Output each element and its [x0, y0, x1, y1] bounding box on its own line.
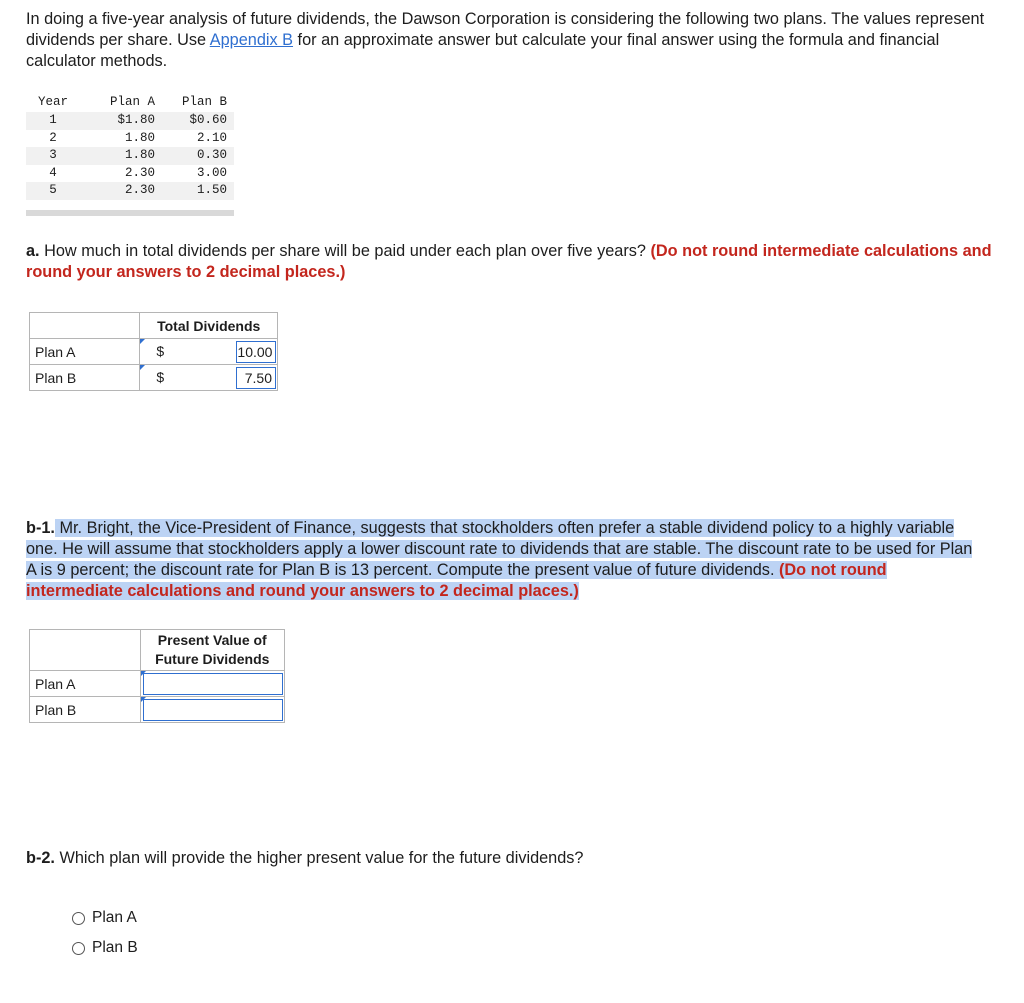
table-row: [30, 339, 278, 365]
part-b1-label: b-1.: [26, 519, 55, 537]
table-row: [26, 165, 234, 183]
year-cell: 3: [49, 148, 57, 162]
plan-b-label: Plan B: [30, 697, 141, 723]
intro-paragraph: [26, 9, 1001, 72]
table-row: [30, 365, 278, 391]
year-cell: 4: [49, 165, 57, 180]
plan-b-cell: 0.30: [196, 148, 227, 162]
plan-b-pv-input[interactable]: [143, 699, 284, 721]
intro-text-after: for an approximate answer but calculate your final answer using the formula and financial calculator methods.: [26, 31, 940, 70]
plan-radio-group: [72, 903, 138, 963]
header-plan-a: Plan A: [109, 95, 155, 109]
plan-b-pv-cell: [140, 697, 285, 723]
part-a-instruction: (Do not round intermediate calculations and round your answers to 2 decimal places.): [26, 242, 992, 281]
table-footer-bar: [26, 210, 234, 216]
year-cell: 1: [49, 113, 57, 127]
part-b1-question: [26, 518, 986, 602]
radio-plan-b-label: Plan B: [92, 939, 138, 956]
answer-flag-icon: [140, 365, 145, 370]
plan-a-cell: 1.80: [124, 148, 155, 162]
total-dividends-header: Total Dividends: [140, 313, 278, 339]
part-b2-label: b-2.: [26, 849, 55, 867]
table-row: [26, 112, 234, 130]
plan-b-total-cell: [140, 365, 278, 391]
radio-circle-icon[interactable]: [72, 942, 85, 955]
header-year: Year: [37, 95, 68, 109]
header-plan-b: Plan B: [181, 95, 227, 109]
plan-b-cell: 1.50: [196, 183, 227, 197]
table-row: [30, 671, 285, 697]
part-b2-question: [26, 848, 1001, 869]
plan-a-pv-input[interactable]: [143, 673, 284, 695]
plan-a-label: Plan A: [30, 339, 140, 365]
plan-b-cell: 2.10: [196, 130, 227, 145]
part-a-text: How much in total dividends per share will be paid under each plan over five years?: [39, 242, 651, 260]
table-row: [30, 697, 285, 723]
year-cell: 2: [49, 130, 57, 145]
plan-a-total-input[interactable]: 10.00: [236, 341, 276, 363]
part-a-answer-table: [29, 312, 278, 391]
plan-a-cell: $1.80: [117, 113, 155, 127]
plan-a-cell: 1.80: [124, 130, 155, 145]
part-a-label: a.: [26, 242, 40, 260]
radio-circle-icon[interactable]: [72, 912, 85, 925]
intro-text-before: In doing a five-year analysis of future dividends, the Dawson Corporation is considering the following two plans. The values represent dividends per share. Use: [26, 10, 985, 49]
part-b2-text: Which plan will provide the higher present value for the future dividends?: [54, 849, 584, 867]
plan-a-cell: 2.30: [124, 165, 155, 180]
part-b1-instruction: (Do not round intermediate calculations and round your answers to 2 decimal places.): [26, 561, 887, 600]
part-b1-text: Mr. Bright, the Vice-President of Finance, suggests that stockholders often prefer a stable dividend policy to a highly variable one. He will assume that stockholders apply a lower discount rate to dividends that are stable. The discount rate to be used for Plan A is 9 percent; the discount rate for Plan B is 13 percent. Compute the present value of future dividends.: [26, 519, 973, 579]
table-row: [26, 147, 234, 165]
plan-b-total-input[interactable]: 7.50: [236, 367, 276, 389]
table-row: [26, 130, 234, 148]
table-row: [26, 182, 234, 200]
empty-header-cell: [30, 630, 141, 671]
plan-b-label: Plan B: [30, 365, 140, 391]
part-a-question: [26, 241, 1001, 283]
plan-a-label: Plan A: [30, 671, 141, 697]
present-value-header-line1: Present Value of: [157, 632, 267, 648]
dividend-table: [26, 92, 234, 216]
appendix-b-link[interactable]: Appendix B: [209, 31, 294, 49]
empty-header-cell: [30, 313, 140, 339]
present-value-header-line2: Future Dividends: [155, 651, 270, 667]
radio-plan-a-label: Plan A: [92, 909, 137, 926]
plan-b-cell: $0.60: [189, 113, 227, 127]
dividend-table-header: [26, 92, 234, 112]
plan-a-pv-cell: [140, 671, 285, 697]
answer-flag-icon: [140, 339, 145, 344]
part-b1-answer-table: [29, 629, 285, 723]
radio-plan-b[interactable]: [72, 933, 138, 963]
plan-a-total-cell: [140, 339, 278, 365]
year-cell: 5: [49, 183, 57, 197]
plan-b-cell: 3.00: [196, 165, 227, 180]
currency-symbol: $: [156, 369, 165, 385]
currency-symbol: $: [156, 343, 165, 359]
present-value-header: [140, 630, 285, 671]
plan-a-cell: 2.30: [124, 183, 155, 197]
radio-plan-a[interactable]: [72, 903, 138, 933]
